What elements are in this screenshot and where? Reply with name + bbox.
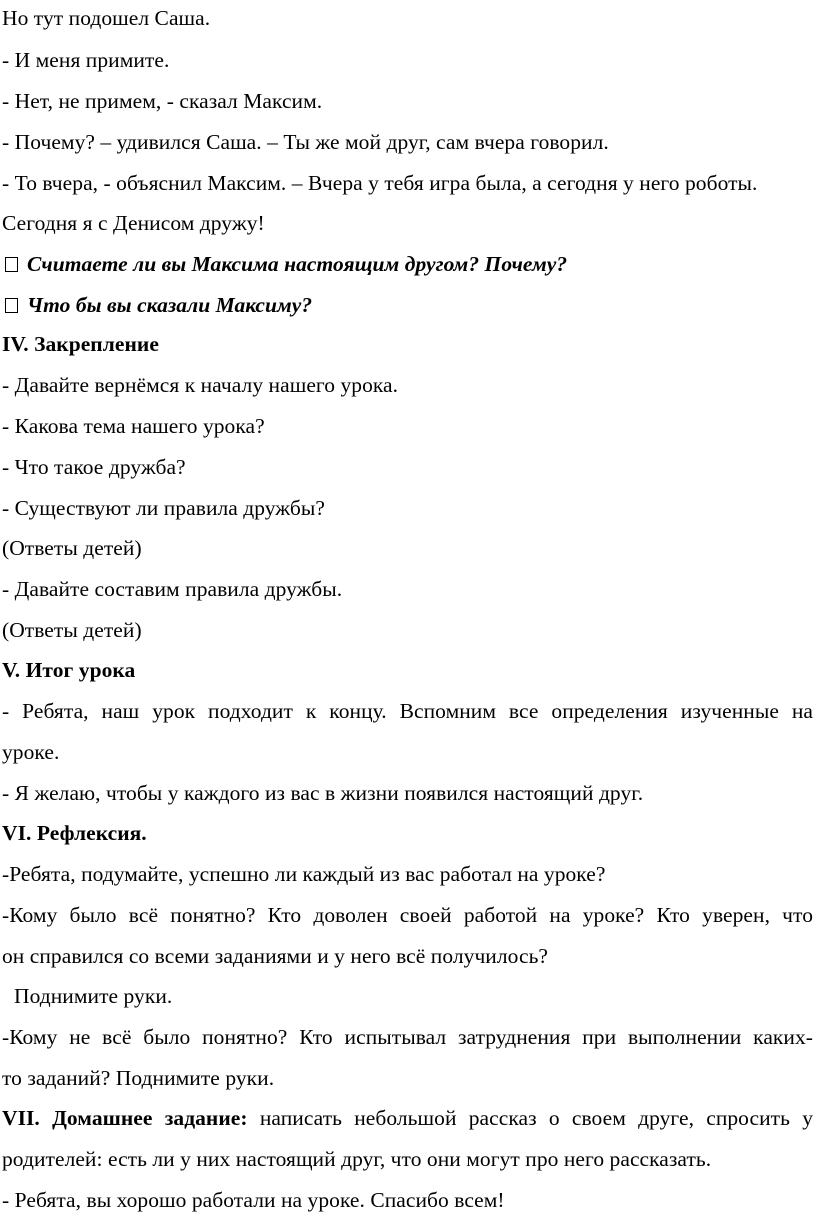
homework-line bbox=[2, 1105, 813, 1131]
text-line: Сегодня я с Денисом дружу! bbox=[2, 211, 265, 235]
homework-label: VII. Домашнее задание: bbox=[2, 1106, 248, 1130]
text-line: - То вчера, - объяснил Максим. – Вчера у тебя игра была, а сегодня у него роботы. bbox=[2, 171, 758, 195]
text-line: -Кому не всё было понятно? Кто испытывал затруднения при выполнении каких- bbox=[2, 1025, 813, 1049]
text-line: - Давайте вернёмся к началу нашего урока. bbox=[2, 373, 399, 397]
text-line: (Ответы детей) bbox=[2, 618, 142, 642]
text-line: Но тут подошел Саша. bbox=[2, 6, 211, 30]
question-text: Считаете ли вы Максима настоящим другом? Почему? bbox=[27, 252, 568, 276]
text-line: -Кому было всё понятно? Кто доволен своей работой на уроке? Кто уверен, что bbox=[2, 903, 813, 927]
text-line: то заданий? Поднимите руки. bbox=[2, 1066, 275, 1090]
text-line: (Ответы детей) bbox=[2, 536, 142, 560]
text-line: - Давайте составим правила дружбы. bbox=[2, 577, 343, 601]
checkbox-square-icon bbox=[5, 298, 18, 313]
text-line: - Нет, не примем, - сказал Максим. bbox=[2, 89, 323, 113]
text-line: - Ребята, вы хорошо работали на уроке. Спасибо всем! bbox=[2, 1188, 505, 1212]
text-line: - Почему? – удивился Саша. – Ты же мой друг, сам вчера говорил. bbox=[2, 130, 609, 154]
text-line: - Я желаю, чтобы у каждого из вас в жизни появился настоящий друг. bbox=[2, 781, 644, 805]
text-line: -Ребята, подумайте, успешно ли каждый из вас работал на уроке? bbox=[2, 862, 606, 886]
text-line: Поднимите руки. bbox=[14, 984, 173, 1008]
text-line: - Существуют ли правила дружбы? bbox=[2, 496, 326, 520]
text-line: уроке. bbox=[2, 740, 60, 764]
text-line: - Какова тема нашего урока? bbox=[2, 414, 265, 438]
checkbox-square-icon bbox=[5, 257, 18, 272]
section-heading: V. Итог урока bbox=[2, 658, 136, 682]
text-line: - Что такое дружба? bbox=[2, 455, 186, 479]
question-item bbox=[2, 251, 567, 277]
text-line: он справился со всеми заданиями и у него всё получилось? bbox=[2, 944, 549, 968]
text-line: - Ребята, наш урок подходит к концу. Вспомним все определения изученные на bbox=[2, 699, 813, 723]
text-line: родителей: есть ли у них настоящий друг, что они могут про него рассказать. bbox=[2, 1147, 712, 1171]
question-item bbox=[2, 292, 312, 318]
section-heading: VI. Рефлексия. bbox=[2, 821, 147, 845]
question-text: Что бы вы сказали Максиму? bbox=[27, 293, 313, 317]
text-line: - И меня примите. bbox=[2, 48, 170, 72]
homework-text: написать небольшой рассказ о своем друге, спросить у bbox=[247, 1106, 813, 1130]
section-heading: IV. Закрепление bbox=[2, 332, 159, 356]
